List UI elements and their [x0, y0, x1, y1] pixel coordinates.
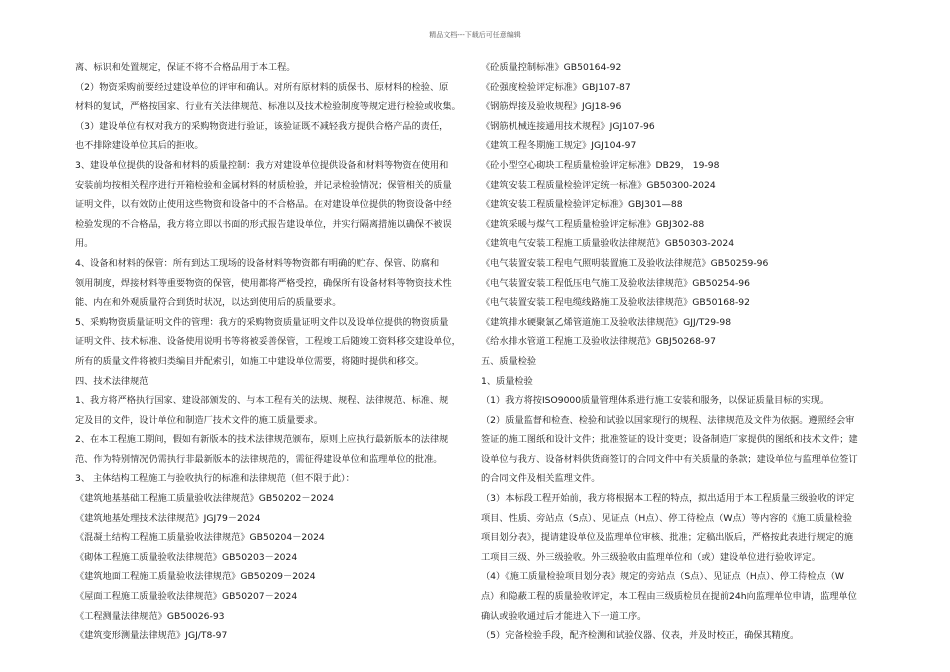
text-line: 1、质量检验: [481, 375, 533, 387]
text-line: （2）物资采购前要经过建设单位的评审和确认。对所有原材料的质保书、原材料的检验、原: [75, 81, 449, 93]
text-line: 签证的施工图纸和设计文件；批准签证的设计变更；设备制造厂家提供的图纸和技术文件；建: [481, 434, 858, 446]
left-column: [75, 58, 468, 646]
text-line: 《建筑采暖与煤气工程质量检验评定标准》GBJ302-88: [481, 218, 705, 230]
text-line: 《建筑地面工程施工质量验收法律规范》GB50209－2024: [75, 571, 316, 583]
text-line: 点）和隐蔽工程的质量验收评定，本工程由三级质检员在提前24h向监理单位申请，监理单位: [481, 591, 857, 603]
text-line: 检验发现的不合格品，我方将立即以书面的形式报告建设单位，并实行隔离措施以确保不被误: [75, 218, 452, 230]
text-line: （2）质量监督和检查、检验和试验以国家现行的规程、法律规范及文件为依据。遵照经会审: [481, 414, 855, 426]
text-line: 项目、性质、旁站点（S点）、见证点（H点）、停工待检点（W点）等内容的《施工质量检验: [481, 512, 852, 524]
text-line: 工项目三级、外三级验收。外三级验收由监理单位和（或）建设单位进行验收评定。: [481, 551, 821, 563]
text-line: 《建筑电气安装工程施工质量验收法律规范》GB50303-2024: [481, 238, 735, 250]
text-line: 《电气装置安装工程低压电气施工及验收法律规范》GB50254-96: [481, 277, 750, 289]
text-line: 证明文件，以有效防止使用这些物资和设备中的不合格品。在对建设单位提供的物资设备中经: [75, 199, 452, 211]
text-line: （3）建设单位有权对我方的采购物资进行验证，该验证既不减轻我方提供合格产品的责任，: [75, 120, 449, 132]
text-line: 《混凝土结构工程施工质量验收法律规范》GB50204－2024: [75, 532, 325, 544]
text-line: 《建筑变形测量法律规范》JGJ/T8-97: [75, 630, 228, 642]
text-line: 用。: [75, 238, 94, 250]
text-line: 2、在本工程施工期间，假如有新版本的技术法律规范颁布，原则上应执行最新版本的法律规: [75, 434, 449, 446]
text-line: 的合同文件及相关监理文件。: [481, 473, 601, 485]
text-line: 《屋面工程施工质量验收法律规范》GB50207－2024: [75, 591, 298, 603]
text-line: 也不排除建设单位其后的拒收。: [75, 140, 204, 152]
text-line: （4）《施工质量检验项目划分表》规定的旁站点（S点）、见证点（H点）、停工待检点（W: [481, 571, 844, 583]
text-line: 项目划分表》，提请建设单位及监理单位审核、批准；定稿出版后，严格按此表进行规定的施: [481, 532, 854, 544]
text-line: 《建筑地基处理技术法律规范》JGJ79－2024: [75, 512, 261, 524]
text-line: 材料的复试，严格按国家、行业有关法律规范、标准以及技术检验制度等规定进行检验或收集。: [75, 101, 461, 113]
text-line: 5、采购物资质量证明文件的管理：我方的采购物资质量证明文件以及设单位提供的物资质量: [75, 316, 449, 328]
right-column: [481, 58, 881, 646]
text-line: 《建筑地基基础工程施工质量验收法律规范》GB50202－2024: [75, 493, 334, 505]
text-line: 五、质量检验: [481, 355, 537, 367]
text-line: （5）完备检验手段，配齐检测和试验仪器、仪表，并及时校正，确保其精度。: [481, 630, 800, 642]
text-line: 能、内在和外观质量符合到货时状况，以达到使用后的质量要求。: [75, 297, 342, 309]
text-line: 《工程测量法律规范》GB50026-93: [75, 610, 225, 622]
text-line: 3、 主体结构工程施工与验收执行的标准和法律规范（但不限于此）：: [75, 473, 355, 485]
text-line: 《砌体工程施工质量验收法律规范》GB50203－2024: [75, 551, 298, 563]
text-line: 《建筑工程冬期施工规定》JGJ104-97: [481, 140, 637, 152]
text-line: 安装前均按相关程序进行开箱检验和金属材料的材质检验，并记录检验情况；保管相关的质量: [75, 179, 452, 191]
text-line: 所有的质量文件将被归类编目并配索引，如施工中建设单位需要，将随时提供和移交。: [75, 355, 425, 367]
text-line: 《砼强度检验评定标准》GBJ107-87: [481, 81, 631, 93]
text-line: 《钢筋机械连接通用技术规程》JGJ107-96: [481, 120, 655, 132]
text-line: （1）我方将按ISO9000质量管理体系进行施工安装和服务，以保证质量目标的实现。: [481, 395, 830, 407]
text-line: 证明文件、技术标准、设备使用说明书等将被妥善保管，工程竣工后随竣工资料移交建设单位，: [75, 336, 461, 348]
text-line: 《建筑排水硬聚氯乙烯管道施工及验收法律规范》GJJ/T29-98: [481, 316, 732, 328]
text-line: 领用制度，焊接材料等重要物资的保管，使用都将严格受控，确保所有设备材料等物资技术性: [75, 277, 452, 289]
text-line: 《建筑安装工程质量检验评定标准》GBJ301—88: [481, 199, 683, 211]
text-line: 确认或验收通过后才能进入下一道工序。: [481, 610, 647, 622]
text-line: 4、设备和材料的保管：所有到达工现场的设备材料等物资都有明确的贮存、保管、防腐和: [75, 257, 440, 269]
text-line: 设单位与我方、设备材料供货商签订的合同文件中有关质量的条款；建设单位与监理单位签订: [481, 453, 858, 465]
text-line: 范、作为特别情况仍需执行非最新版本的法律规范的，需征得建设单位和监理单位的批准。: [75, 453, 443, 465]
text-line: 《砼质量控制标准》GB50164-92: [481, 62, 622, 73]
text-line: 1、我方将严格执行国家、建设部颁发的、与本工程有关的法规、规程、法律规范、标准、规: [75, 395, 449, 407]
text-line: 《钢筋焊接及验收规程》JGJ18-96: [481, 101, 622, 113]
page-header: 精品文档---下载后可任意编辑: [429, 31, 521, 39]
text-line: 《给水排水管道工程施工及验收法律规范》GBJ50268-97: [481, 336, 716, 348]
text-line: 《砼小型空心砌块工程质量检验评定标准》DB29， 19-98: [481, 159, 720, 171]
text-line: 《建筑安装工程质量检验评定统一标准》GB50300-2024: [481, 179, 716, 191]
text-line: 四、技术法律规范: [75, 375, 149, 387]
text-line: 3、建设单位提供的设备和材料的质量控制：我方对建设单位提供设备和材料等物资在使用和: [75, 159, 449, 171]
text-line: 《电气装置安装工程电气照明装置施工及验收法律规范》GB50259-96: [481, 257, 769, 269]
text-line: 定及目的文件，设计单位和制造厂技术文件的施工质量要求。: [75, 414, 324, 426]
text-line: （3）本标段工程开始前，我方将根据本工程的特点，拟出适用于本工程质量三级验收的评定: [481, 493, 855, 505]
text-line: 《电气装置安装工程电缆线路施工及验收法律规范》GB50168-92: [481, 297, 750, 309]
text-line: 离、标识和处置规定，保证不将不合格品用于本工程。: [75, 62, 296, 73]
